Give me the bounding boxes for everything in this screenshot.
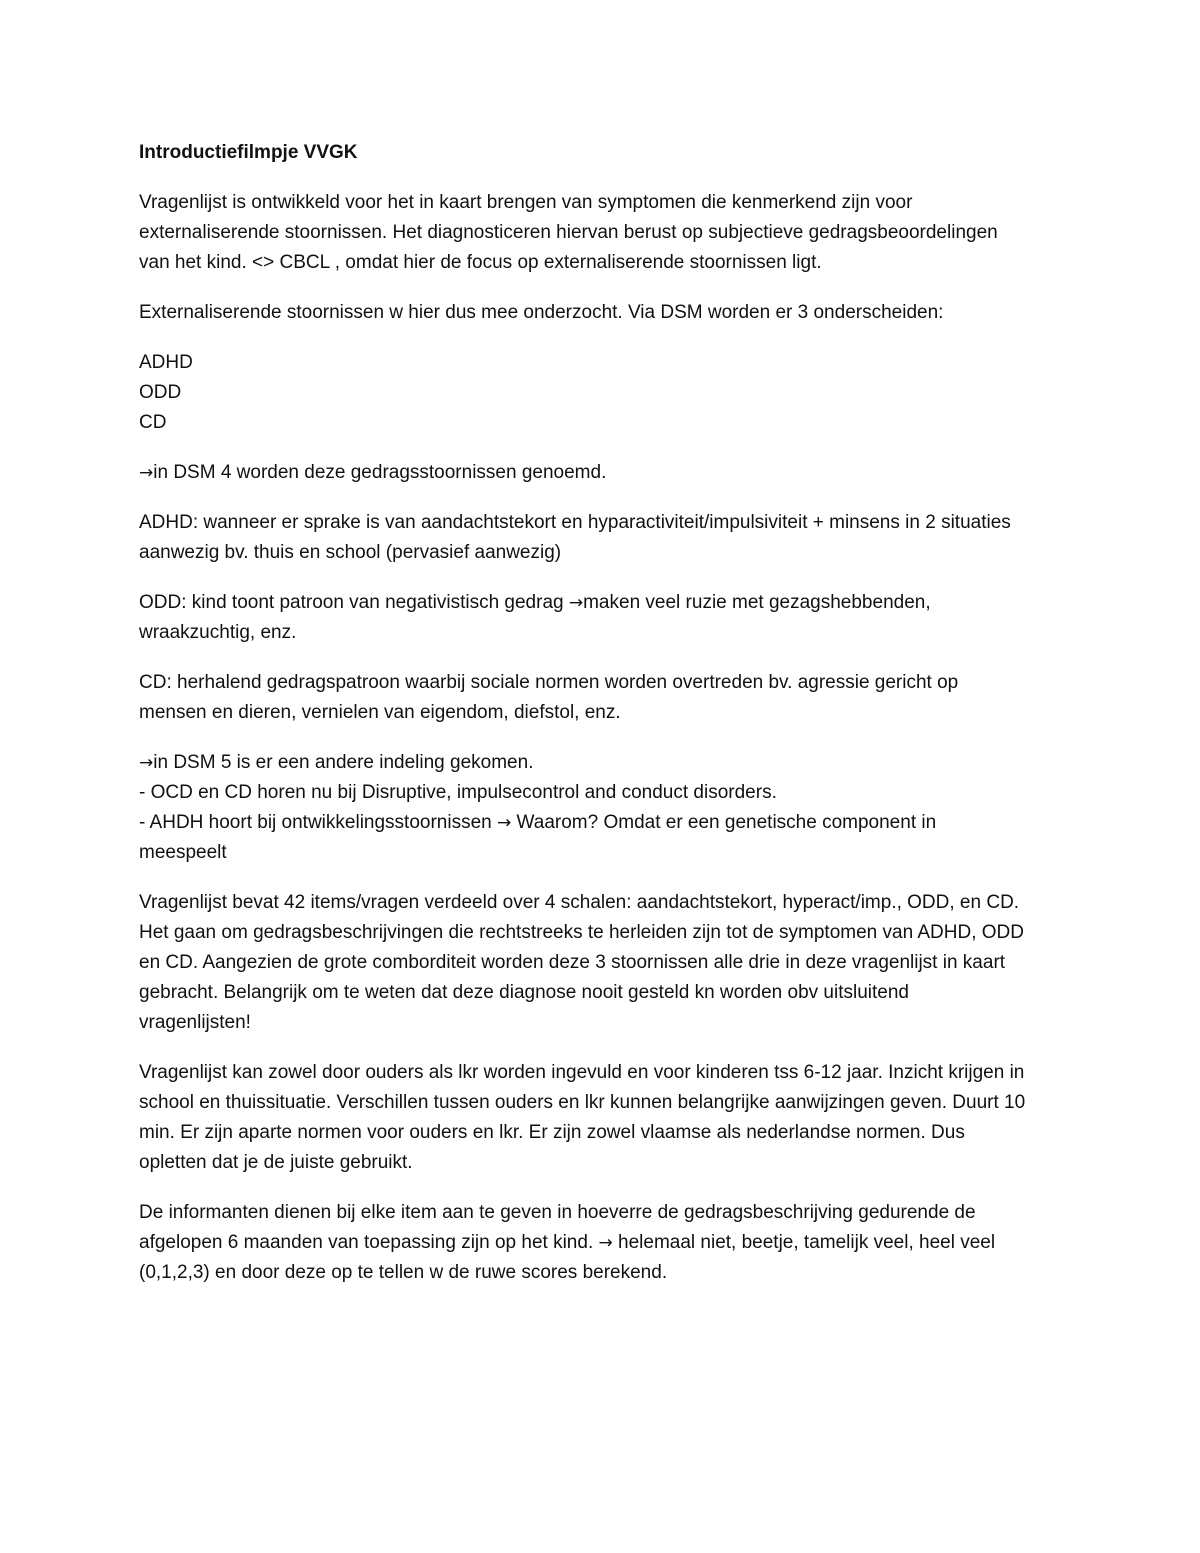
- text-line: (0,1,2,3) en door deze op te tellen w de ruwe scores berekend.: [139, 1262, 668, 1283]
- text-line: school en thuissituatie. Verschillen tussen ouders en lkr kunnen belangrijke aanwijzingen geven. Duurt 10: [139, 1092, 1026, 1113]
- arrow-icon: →: [139, 463, 154, 483]
- list-item: ODD: [139, 382, 182, 403]
- document-page: [139, 138, 1064, 1308]
- text-line: van het kind. <> CBCL , omdat hier de focus op externaliserende stoornissen ligt.: [139, 252, 822, 273]
- text-line: mensen en dieren, vernielen van eigendom, diefstol, enz.: [139, 702, 621, 723]
- text-line: opletten dat je de juiste gebruikt.: [139, 1152, 413, 1173]
- disorder-list: [139, 348, 1064, 438]
- text-line: [139, 588, 1064, 618]
- text-fragment: - AHDH hoort bij ontwikkelingsstoornissen: [139, 812, 497, 833]
- text-fragment: Waarom? Omdat er een genetische component in: [511, 812, 937, 833]
- text-line: [139, 808, 1064, 838]
- text-line: wraakzuchtig, enz.: [139, 622, 297, 643]
- list-item: ADHD: [139, 352, 193, 373]
- text-line: [139, 458, 1064, 488]
- list-item: CD: [139, 412, 167, 433]
- paragraph-odd: [139, 588, 1064, 648]
- arrow-icon: →: [598, 1233, 613, 1253]
- paragraph-informants: [139, 1058, 1064, 1178]
- text-line: aanwezig bv. thuis en school (pervasief aanwezig): [139, 542, 562, 563]
- text-line: en CD. Aangezien de grote comborditeit worden deze 3 stoornissen alle drie in deze vragenlijst in kaart: [139, 952, 1006, 973]
- text-fragment: in DSM 5 is er een andere indeling gekomen.: [153, 752, 534, 773]
- arrow-icon: →: [139, 753, 154, 773]
- text-line: externaliserende stoornissen. Het diagnosticeren hiervan berust op subjectieve gedragsbeoordelingen: [139, 222, 998, 243]
- paragraph-dsm: [139, 298, 1064, 328]
- text-fragment: maken veel ruzie met gezagshebbenden,: [583, 592, 931, 613]
- text-fragment: helemaal niet, beetje, tamelijk veel, heel veel: [612, 1232, 996, 1253]
- text-line: meespeelt: [139, 842, 227, 863]
- paragraph-adhd: [139, 508, 1064, 568]
- paragraph-intro: [139, 188, 1064, 278]
- text-line: [139, 1228, 1064, 1258]
- paragraph-scoring: [139, 1198, 1064, 1288]
- text-line: Vragenlijst is ontwikkeld voor het in kaart brengen van symptomen die kenmerkend zijn voor: [139, 192, 913, 213]
- paragraph-cd: [139, 668, 1064, 728]
- text-line: CD: herhalend gedragspatroon waarbij sociale normen worden overtreden bv. agressie gericht op: [139, 672, 959, 693]
- arrow-icon: →: [568, 593, 584, 613]
- text-fragment: ODD: kind toont patroon van negativistisch gedrag: [139, 592, 569, 613]
- text-fragment: in DSM 4 worden deze gedragsstoornissen genoemd.: [153, 462, 607, 483]
- text-line: De informanten dienen bij elke item aan te geven in hoeverre de gedragsbeschrijving gedurende de: [139, 1202, 976, 1223]
- text-line: [139, 748, 1064, 778]
- paragraph-dsm4: [139, 458, 1064, 488]
- text-line: vragenlijsten!: [139, 1012, 251, 1033]
- text-line: Vragenlijst kan zowel door ouders als lkr worden ingevuld en voor kinderen tss 6-12 jaar. Inzicht krijgen in: [139, 1062, 1025, 1083]
- document-title: Introductiefilmpje VVGK: [139, 142, 358, 163]
- paragraph-dsm5: [139, 748, 1064, 868]
- text-line: Vragenlijst bevat 42 items/vragen verdeeld over 4 schalen: aandachtstekort, hyperact/imp., ODD, en CD.: [139, 892, 1020, 913]
- text-fragment: afgelopen 6 maanden van toepassing zijn op het kind.: [139, 1232, 599, 1253]
- arrow-icon: →: [497, 813, 512, 833]
- text-line: Het gaan om gedragsbeschrijvingen die rechtstreeks te herleiden zijn tot de symptomen van ADHD, ODD: [139, 922, 1024, 943]
- text-line: ADHD: wanneer er sprake is van aandachtstekort en hyparactiviteit/impulsiviteit + minsens in 2 situaties: [139, 512, 1011, 533]
- text-line: - OCD en CD horen nu bij Disruptive, impulsecontrol and conduct disorders.: [139, 782, 777, 803]
- text-line: min. Er zijn aparte normen voor ouders en lkr. Er zijn zowel vlaamse als nederlandse normen. Dus: [139, 1122, 965, 1143]
- paragraph-items: [139, 888, 1064, 1038]
- text-line: gebracht. Belangrijk om te weten dat deze diagnose nooit gesteld kn worden obv uitsluitend: [139, 982, 909, 1003]
- text-line: Externaliserende stoornissen w hier dus mee onderzocht. Via DSM worden er 3 onderscheiden:: [139, 302, 944, 323]
